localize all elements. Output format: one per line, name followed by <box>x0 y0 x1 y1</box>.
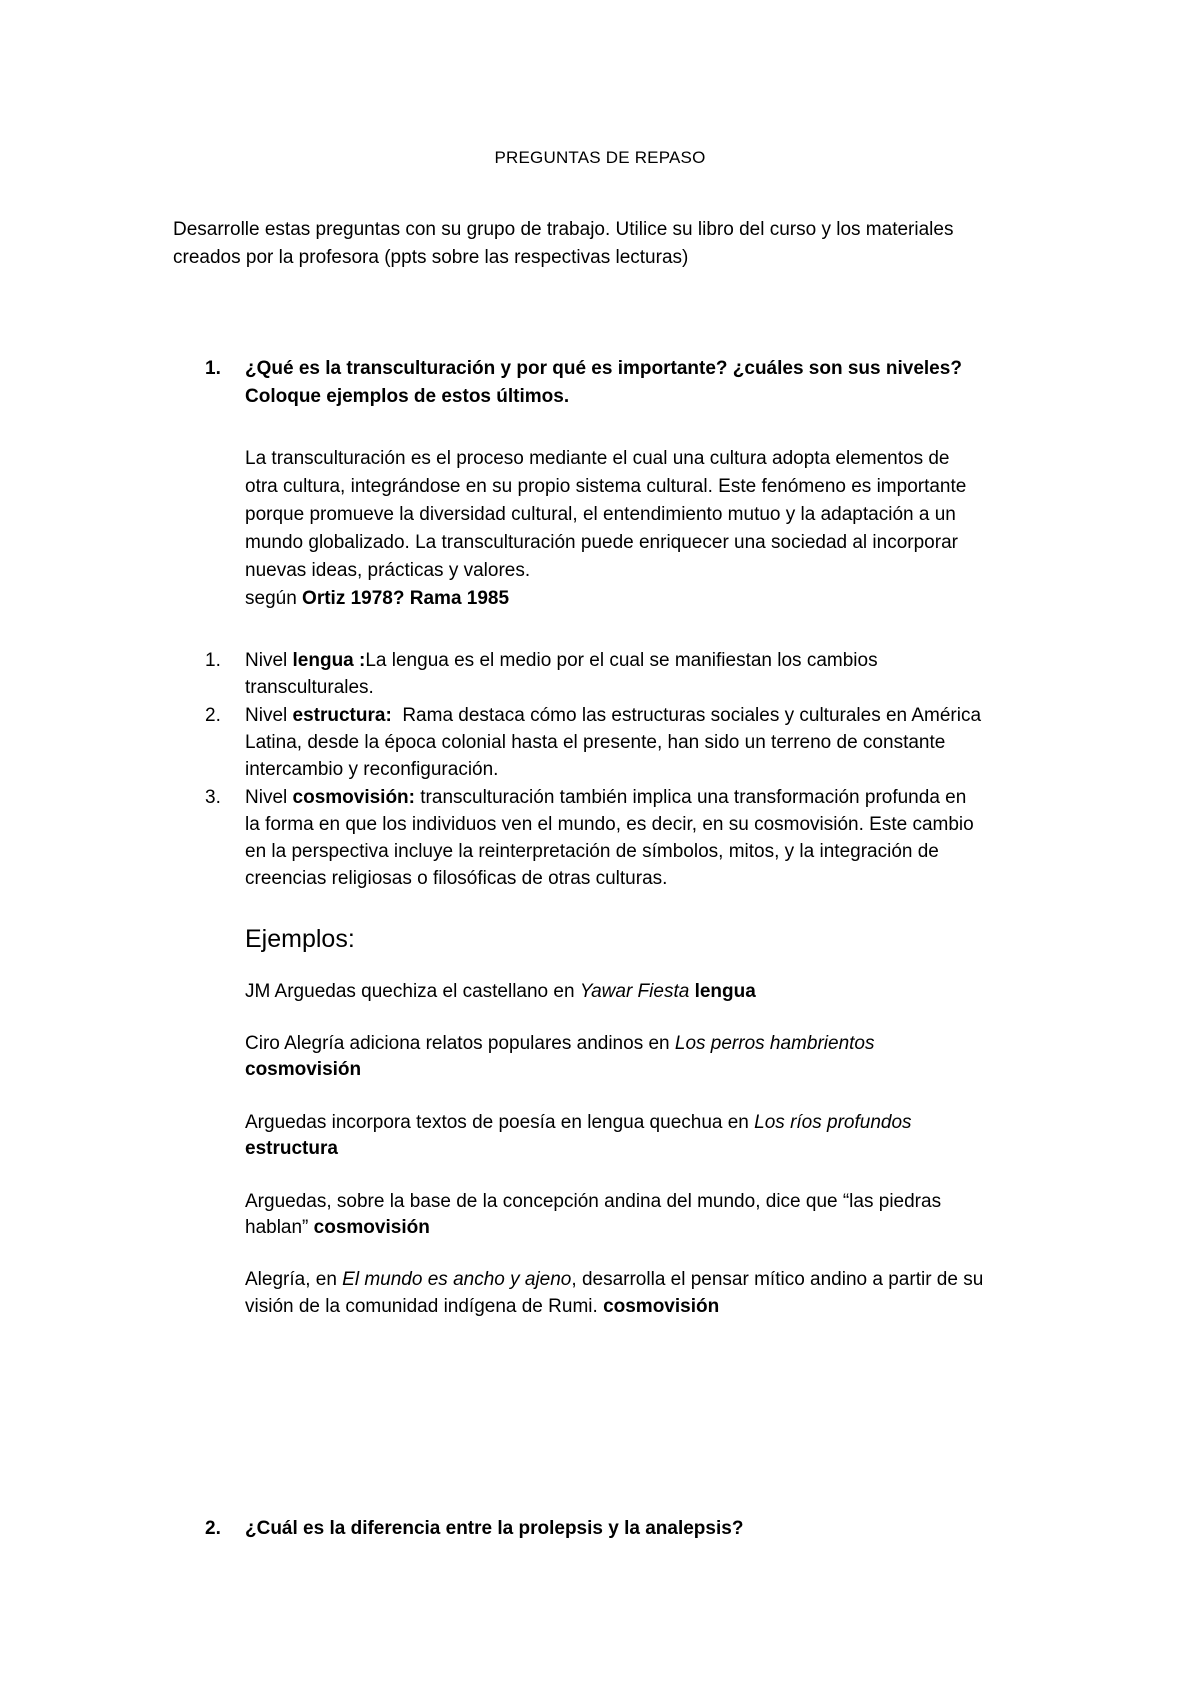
level-1-number: 1. <box>205 650 221 671</box>
example-4-tag: cosmovisión <box>313 1217 430 1238</box>
answer-source <box>245 588 509 610</box>
answer-line-1: La transculturación es el proceso mediante el cual una cultura adopta elementos de <box>245 448 950 469</box>
level-2-number: 2. <box>205 705 221 726</box>
source-authors: Ortiz 1978? Rama 1985 <box>302 588 510 609</box>
answer-line-4: mundo globalizado. La transculturación puede enriquecer una sociedad al incorporar <box>245 532 958 553</box>
example-5-text: visión de la comunidad indígena de Rumi. <box>245 1296 604 1317</box>
question-1-line-2: Coloque ejemplos de estos últimos. <box>245 386 570 407</box>
example-5-line-1 <box>245 1269 983 1291</box>
example-2-line-1 <box>245 1033 875 1055</box>
example-1-text: JM Arguedas quechiza el castellano en <box>245 981 580 1002</box>
level-2-line-1 <box>245 705 981 727</box>
answer-line-2: otra cultura, integrándose en su propio sistema cultural. Este fenómeno es importante <box>245 476 967 497</box>
example-4-line-1: Arguedas, sobre la base de la concepción andina del mundo, dice que “las piedras <box>245 1191 942 1212</box>
level-1-line-1 <box>245 650 878 672</box>
example-5-line-2 <box>245 1296 719 1318</box>
question-2-number: 2. <box>205 1518 221 1539</box>
examples-heading: Ejemplos: <box>245 925 355 953</box>
example-5-title: El mundo es ancho y ajeno <box>342 1269 572 1290</box>
level-1-prefix: Nivel <box>245 650 293 671</box>
example-4-line-2 <box>245 1217 430 1239</box>
level-1-line-2: transculturales. <box>245 677 374 698</box>
level-3-keyword: cosmovisión: <box>292 787 415 808</box>
intro-line-2: creados por la profesora (ppts sobre las respectivas lecturas) <box>173 247 689 268</box>
example-1-title: Yawar Fiesta <box>579 981 690 1002</box>
level-1-rest: La lengua es el medio por el cual se manifiestan los cambios <box>365 650 878 671</box>
level-3-line-1 <box>245 787 966 809</box>
answer-line-3: porque promueve la diversidad cultural, el entendimiento mutuo y la adaptación a un <box>245 504 956 525</box>
example-5-post: , desarrolla el pensar mítico andino a partir de su <box>571 1269 984 1290</box>
level-1-keyword: lengua : <box>292 650 366 671</box>
question-1-number: 1. <box>205 358 221 379</box>
level-2-prefix: Nivel <box>245 705 293 726</box>
example-1 <box>245 981 756 1003</box>
level-3-line-3: en la perspectiva incluye la reinterpretación de símbolos, mitos, y la integración de <box>245 841 939 862</box>
level-3-line-4: creencias religiosas o filosóficas de otras culturas. <box>245 868 668 889</box>
example-3-title: Los ríos profundos <box>754 1112 912 1133</box>
example-2-text: Ciro Alegría adiciona relatos populares andinos en <box>245 1033 675 1054</box>
question-1-line-1: ¿Qué es la transculturación y por qué es importante? ¿cuáles son sus niveles? <box>245 358 962 379</box>
example-1-tag: lengua <box>689 981 756 1002</box>
intro-line-1: Desarrolle estas preguntas con su grupo de trabajo. Utilice su libro del curso y los materiales <box>173 219 954 240</box>
level-2-keyword: estructura: <box>292 705 392 726</box>
level-2-line-3: intercambio y reconfiguración. <box>245 759 499 780</box>
example-3-text: Arguedas incorpora textos de poesía en lengua quechua en <box>245 1112 755 1133</box>
example-2-title: Los perros hambrientos <box>674 1033 875 1054</box>
example-3-line-2 <box>245 1138 338 1160</box>
level-3-number: 3. <box>205 787 221 808</box>
example-5-tag: cosmovisión <box>603 1296 720 1317</box>
document-title: PREGUNTAS DE REPASO <box>494 148 706 167</box>
level-2-rest: Rama destaca cómo las estructuras sociales y culturales en América <box>391 705 982 726</box>
answer-line-5: nuevas ideas, prácticas y valores. <box>245 560 531 581</box>
level-3-rest: transculturación también implica una transformación profunda en <box>415 787 967 808</box>
example-5-pre: Alegría, en <box>245 1269 343 1290</box>
example-2-line-2 <box>245 1059 361 1081</box>
level-3-prefix: Nivel <box>245 787 293 808</box>
source-prefix: según <box>245 588 303 609</box>
example-3-tag: estructura <box>245 1138 338 1159</box>
example-4-text: hablan” <box>245 1217 314 1238</box>
question-2-text: ¿Cuál es la diferencia entre la prolepsis y la analepsis? <box>245 1518 744 1539</box>
example-3-line-1 <box>245 1112 912 1134</box>
level-2-line-2: Latina, desde la época colonial hasta el presente, han sido un terreno de constante <box>245 732 946 753</box>
example-2-tag: cosmovisión <box>245 1059 362 1080</box>
level-3-line-2: la forma en que los individuos ven el mundo, es decir, en su cosmovisión. Este cambio <box>245 814 974 835</box>
